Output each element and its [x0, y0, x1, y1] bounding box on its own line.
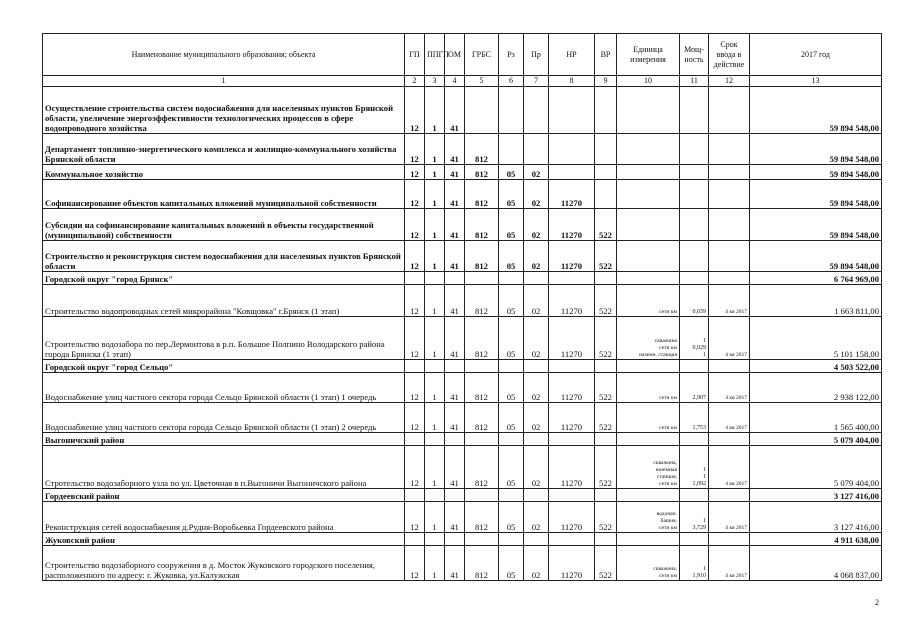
- cell-name: Стротельство водозаборного узла по ул. Цветочная в п.Выгоничи Выгоничского района: [43, 446, 405, 489]
- cell-cap: 2,907: [680, 373, 709, 403]
- cell-vr: [595, 360, 617, 373]
- cell-om: 41: [445, 317, 465, 360]
- cell-term: 4 кв 2017: [709, 403, 750, 433]
- cell-om: [445, 533, 465, 546]
- cell-grbs: [465, 489, 499, 502]
- cell-gp: 12: [405, 285, 425, 317]
- table-body: [43, 87, 882, 581]
- cell-name: Строительство и реконструкция систем водоснабжения для населенных пунктов Брянской области: [43, 241, 405, 272]
- cell-pr: 02: [524, 546, 549, 581]
- cell-vr: [595, 489, 617, 502]
- cell-om: 41: [445, 502, 465, 533]
- cell-vr: 522: [595, 209, 617, 241]
- cell-y2017: 59 894 548,00: [750, 180, 882, 209]
- cell-y2017: 1 565 400,00: [750, 403, 882, 433]
- col-number: 4: [445, 76, 465, 87]
- cell-pr: [524, 489, 549, 502]
- cell-grbs: [465, 360, 499, 373]
- col-header: ОМ: [445, 34, 465, 76]
- cell-nr: 11270: [549, 209, 595, 241]
- cell-pr: 02: [524, 285, 549, 317]
- cell-cap: [680, 134, 709, 165]
- cell-rz: 05: [499, 317, 524, 360]
- cell-name: Водоснабжение улиц частного сектора города Сельцо Брянской области (1 этап) 2 очередь: [43, 403, 405, 433]
- cell-vr: [595, 433, 617, 446]
- cell-gp: 12: [405, 446, 425, 489]
- cell-ppgp: 1: [425, 180, 445, 209]
- cell-pr: [524, 134, 549, 165]
- cell-grbs: 812: [465, 546, 499, 581]
- cell-unit: [617, 533, 680, 546]
- cell-om: 41: [445, 446, 465, 489]
- cell-nr: [549, 360, 595, 373]
- cell-ppgp: 1: [425, 209, 445, 241]
- cell-term: [709, 489, 750, 502]
- cell-pr: [524, 272, 549, 285]
- table-row: [43, 446, 882, 489]
- cell-ppgp: 1: [425, 241, 445, 272]
- cell-pr: [524, 433, 549, 446]
- cell-y2017: 59 894 548,00: [750, 134, 882, 165]
- cell-name: Департамент топливно-энергетического комплекса и жилищно-коммунального хозяйства Брянской области: [43, 134, 405, 165]
- cell-nr: [549, 272, 595, 285]
- cell-grbs: 812: [465, 317, 499, 360]
- col-number: 9: [595, 76, 617, 87]
- cell-term: [709, 272, 750, 285]
- cell-name: Строительство водопроводных сетей микрорайона "Ковщовка" г.Брянск (1 этап): [43, 285, 405, 317]
- cell-om: [445, 272, 465, 285]
- cell-y2017: 59 894 548,00: [750, 87, 882, 134]
- cell-term: [709, 134, 750, 165]
- cell-cap: [680, 241, 709, 272]
- cell-rz: [499, 360, 524, 373]
- cell-rz: 05: [499, 285, 524, 317]
- cell-rz: [499, 533, 524, 546]
- cell-grbs: 812: [465, 165, 499, 180]
- cell-om: 41: [445, 209, 465, 241]
- cell-y2017: 1 663 811,00: [750, 285, 882, 317]
- cell-gp: 12: [405, 241, 425, 272]
- cell-nr: 11270: [549, 502, 595, 533]
- cell-nr: [549, 433, 595, 446]
- cell-term: 4 кв 2017: [709, 446, 750, 489]
- col-header: Срок ввода в действие: [709, 34, 750, 76]
- table-row: [43, 489, 882, 502]
- cell-vr: 522: [595, 241, 617, 272]
- cell-gp: 12: [405, 165, 425, 180]
- cell-gp: 12: [405, 502, 425, 533]
- cell-nr: 11270: [549, 373, 595, 403]
- cell-cap: 0,659: [680, 285, 709, 317]
- cell-ppgp: 1: [425, 87, 445, 134]
- table-row: [43, 180, 882, 209]
- col-header: Единица измерения: [617, 34, 680, 76]
- cell-term: [709, 433, 750, 446]
- cell-name: Жуковский район: [43, 533, 405, 546]
- table-row: [43, 360, 882, 373]
- cell-grbs: 812: [465, 446, 499, 489]
- cell-gp: 12: [405, 87, 425, 134]
- cell-vr: 522: [595, 502, 617, 533]
- cell-y2017: 5 079 404,00: [750, 446, 882, 489]
- cell-unit: [617, 180, 680, 209]
- cell-grbs: 812: [465, 180, 499, 209]
- cell-name: Софинансирование объектов капитальных вложений муниципальной собственности: [43, 180, 405, 209]
- cell-term: 4 кв 2017: [709, 502, 750, 533]
- table-row: [43, 241, 882, 272]
- cell-gp: [405, 433, 425, 446]
- col-number: 1: [43, 76, 405, 87]
- cell-grbs: 812: [465, 403, 499, 433]
- cell-vr: [595, 533, 617, 546]
- header-row: [43, 34, 882, 76]
- cell-unit: [617, 165, 680, 180]
- cell-pr: 02: [524, 317, 549, 360]
- cell-pr: 02: [524, 165, 549, 180]
- cell-unit: [617, 134, 680, 165]
- cell-vr: 522: [595, 403, 617, 433]
- cell-unit: водонап. башня, сети км: [617, 502, 680, 533]
- cell-rz: [499, 489, 524, 502]
- cell-rz: 05: [499, 209, 524, 241]
- cell-y2017: 2 938 122,00: [750, 373, 882, 403]
- col-header: 2017 год: [750, 34, 882, 76]
- table-row: [43, 272, 882, 285]
- cell-pr: 02: [524, 241, 549, 272]
- cell-gp: 12: [405, 403, 425, 433]
- cell-ppgp: [425, 433, 445, 446]
- cell-y2017: 4 911 638,00: [750, 533, 882, 546]
- cell-unit: сети км: [617, 285, 680, 317]
- cell-term: [709, 180, 750, 209]
- col-number: 7: [524, 76, 549, 87]
- col-header: ГРБС: [465, 34, 499, 76]
- budget-table: [42, 33, 882, 581]
- cell-name: Строительство водозаборного сооружения в д. Мосток Жуковского городского поселения, расположенного по адресу: г. Жуковка, ул.Калужская: [43, 546, 405, 581]
- col-number: 6: [499, 76, 524, 87]
- cell-y2017: 59 894 548,00: [750, 241, 882, 272]
- cell-unit: скважина сети км наземн. станция: [617, 317, 680, 360]
- cell-grbs: 812: [465, 285, 499, 317]
- cell-vr: 522: [595, 285, 617, 317]
- col-number: 11: [680, 76, 709, 87]
- cell-rz: 05: [499, 165, 524, 180]
- cell-vr: [595, 87, 617, 134]
- cell-cap: 1 1,910: [680, 546, 709, 581]
- cell-om: 41: [445, 165, 465, 180]
- cell-unit: [617, 360, 680, 373]
- cell-unit: [617, 87, 680, 134]
- cell-unit: скважина, наземная станция, сети км: [617, 446, 680, 489]
- cell-rz: 05: [499, 546, 524, 581]
- cell-vr: 522: [595, 373, 617, 403]
- cell-grbs: 812: [465, 134, 499, 165]
- cell-pr: 02: [524, 180, 549, 209]
- cell-rz: [499, 433, 524, 446]
- cell-vr: 522: [595, 317, 617, 360]
- cell-y2017: 3 127 416,00: [750, 502, 882, 533]
- cell-ppgp: [425, 272, 445, 285]
- cell-nr: 11270: [549, 285, 595, 317]
- cell-om: [445, 360, 465, 373]
- cell-name: Городской округ "город Сельцо": [43, 360, 405, 373]
- cell-pr: [524, 360, 549, 373]
- cell-name: Городской округ "город Брянск": [43, 272, 405, 285]
- cell-name: Строительство водозабора по пер.Лермонтова в р.п. Большое Полпино Володарского района города Брянска (1 этап): [43, 317, 405, 360]
- col-number: 13: [750, 76, 882, 87]
- cell-y2017: 4 503 522,00: [750, 360, 882, 373]
- cell-gp: 12: [405, 180, 425, 209]
- cell-rz: [499, 272, 524, 285]
- cell-om: 41: [445, 403, 465, 433]
- table-row: [43, 317, 882, 360]
- col-header: ГП: [405, 34, 425, 76]
- table-row: [43, 87, 882, 134]
- cell-ppgp: 1: [425, 134, 445, 165]
- cell-gp: 12: [405, 134, 425, 165]
- cell-cap: [680, 360, 709, 373]
- cell-vr: [595, 272, 617, 285]
- table-row: [43, 502, 882, 533]
- cell-ppgp: 1: [425, 403, 445, 433]
- cell-gp: 12: [405, 546, 425, 581]
- cell-cap: 1 3,729: [680, 502, 709, 533]
- cell-rz: 05: [499, 373, 524, 403]
- table-row: [43, 134, 882, 165]
- cell-nr: 11270: [549, 403, 595, 433]
- cell-term: [709, 533, 750, 546]
- cell-y2017: 4 068 837,00: [750, 546, 882, 581]
- table-row: [43, 403, 882, 433]
- cell-om: [445, 489, 465, 502]
- cell-nr: 11270: [549, 317, 595, 360]
- cell-ppgp: 1: [425, 502, 445, 533]
- cell-term: [709, 209, 750, 241]
- col-number: 3: [425, 76, 445, 87]
- cell-unit: [617, 272, 680, 285]
- cell-grbs: [465, 87, 499, 134]
- cell-nr: 11270: [549, 180, 595, 209]
- cell-gp: 12: [405, 209, 425, 241]
- col-number: 2: [405, 76, 425, 87]
- cell-gp: [405, 360, 425, 373]
- cell-term: 4 кв 2017: [709, 317, 750, 360]
- cell-cap: 1 1 1,092: [680, 446, 709, 489]
- cell-term: 4 кв 2017: [709, 285, 750, 317]
- cell-cap: [680, 272, 709, 285]
- cell-grbs: [465, 533, 499, 546]
- col-header: ППГП: [425, 34, 445, 76]
- cell-pr: [524, 533, 549, 546]
- col-number: 12: [709, 76, 750, 87]
- cell-y2017: 59 894 548,00: [750, 209, 882, 241]
- cell-name: Выгоничский район: [43, 433, 405, 446]
- cell-unit: [617, 489, 680, 502]
- cell-ppgp: 1: [425, 546, 445, 581]
- cell-gp: [405, 533, 425, 546]
- cell-ppgp: 1: [425, 285, 445, 317]
- cell-name: Гордеевский район: [43, 489, 405, 502]
- cell-rz: [499, 87, 524, 134]
- cell-pr: 02: [524, 373, 549, 403]
- cell-term: 4 кв 2017: [709, 373, 750, 403]
- cell-cap: [680, 165, 709, 180]
- cell-pr: [524, 87, 549, 134]
- col-number: 5: [465, 76, 499, 87]
- cell-nr: [549, 533, 595, 546]
- cell-cap: [680, 533, 709, 546]
- column-number-row: [43, 76, 882, 87]
- col-number: 8: [549, 76, 595, 87]
- cell-term: [709, 360, 750, 373]
- cell-rz: [499, 134, 524, 165]
- cell-gp: [405, 489, 425, 502]
- cell-pr: 02: [524, 209, 549, 241]
- cell-nr: [549, 134, 595, 165]
- cell-ppgp: [425, 360, 445, 373]
- cell-unit: сети км: [617, 373, 680, 403]
- cell-term: 4 кв 2017: [709, 546, 750, 581]
- cell-name: Коммунальное хозяйство: [43, 165, 405, 180]
- cell-name: Реконструкция сетей водоснабжения д.Рудня-Воробьевка Гордеевского района: [43, 502, 405, 533]
- col-header: Пр: [524, 34, 549, 76]
- cell-rz: 05: [499, 241, 524, 272]
- cell-unit: [617, 209, 680, 241]
- table-row: [43, 285, 882, 317]
- cell-name: Осуществление строительства систем водоснабжения для населенных пунктов Брянской области, увеличение энергоэффективности технологических процессов в сфере водопроводного хозяйства: [43, 87, 405, 134]
- cell-vr: [595, 180, 617, 209]
- col-header: Рз: [499, 34, 524, 76]
- cell-cap: [680, 180, 709, 209]
- cell-gp: 12: [405, 373, 425, 403]
- cell-pr: 02: [524, 446, 549, 489]
- cell-om: 41: [445, 285, 465, 317]
- cell-rz: 05: [499, 446, 524, 489]
- cell-rz: 05: [499, 403, 524, 433]
- cell-om: 41: [445, 180, 465, 209]
- cell-vr: [595, 134, 617, 165]
- cell-ppgp: 1: [425, 373, 445, 403]
- cell-term: [709, 165, 750, 180]
- cell-nr: 11270: [549, 446, 595, 489]
- cell-om: 41: [445, 546, 465, 581]
- cell-grbs: 812: [465, 373, 499, 403]
- cell-y2017: 5 079 404,00: [750, 433, 882, 446]
- cell-unit: [617, 241, 680, 272]
- cell-rz: 05: [499, 180, 524, 209]
- cell-cap: 1 0,029 1: [680, 317, 709, 360]
- cell-unit: [617, 433, 680, 446]
- cell-om: 41: [445, 241, 465, 272]
- cell-ppgp: [425, 489, 445, 502]
- cell-name: Субсидии на софинансирование капитальных вложений в объекты государственной (муниципальной) собственности: [43, 209, 405, 241]
- cell-om: 41: [445, 87, 465, 134]
- cell-name: Водоснабжение улиц частного сектора города Сельцо Брянской области (1 этап) 1 очередь: [43, 373, 405, 403]
- cell-ppgp: 1: [425, 165, 445, 180]
- page-number: 2: [875, 598, 879, 607]
- cell-ppgp: 1: [425, 446, 445, 489]
- cell-y2017: 3 127 416,00: [750, 489, 882, 502]
- cell-gp: [405, 272, 425, 285]
- table-row: [43, 165, 882, 180]
- cell-ppgp: 1: [425, 317, 445, 360]
- cell-pr: 02: [524, 502, 549, 533]
- cell-nr: [549, 87, 595, 134]
- cell-nr: [549, 165, 595, 180]
- table-row: [43, 373, 882, 403]
- cell-cap: 1,753: [680, 403, 709, 433]
- cell-grbs: 812: [465, 241, 499, 272]
- cell-grbs: 812: [465, 209, 499, 241]
- cell-y2017: 5 101 158,00: [750, 317, 882, 360]
- cell-grbs: [465, 272, 499, 285]
- cell-om: [445, 433, 465, 446]
- cell-unit: скважина, сети км: [617, 546, 680, 581]
- cell-nr: [549, 489, 595, 502]
- table-row: [43, 546, 882, 581]
- cell-nr: 11270: [549, 241, 595, 272]
- cell-vr: 522: [595, 546, 617, 581]
- cell-ppgp: [425, 533, 445, 546]
- col-header: Мощ-ность: [680, 34, 709, 76]
- cell-om: 41: [445, 373, 465, 403]
- col-number: 10: [617, 76, 680, 87]
- cell-unit: сети км: [617, 403, 680, 433]
- cell-vr: [595, 165, 617, 180]
- cell-term: [709, 87, 750, 134]
- cell-cap: [680, 489, 709, 502]
- cell-nr: 11270: [549, 546, 595, 581]
- table-row: [43, 209, 882, 241]
- cell-y2017: 59 894 548,00: [750, 165, 882, 180]
- col-header: НР: [549, 34, 595, 76]
- cell-cap: [680, 209, 709, 241]
- cell-pr: 02: [524, 403, 549, 433]
- col-header: ВР: [595, 34, 617, 76]
- cell-grbs: 812: [465, 502, 499, 533]
- cell-gp: 12: [405, 317, 425, 360]
- cell-cap: [680, 87, 709, 134]
- cell-term: [709, 241, 750, 272]
- cell-grbs: [465, 433, 499, 446]
- cell-rz: 05: [499, 502, 524, 533]
- cell-y2017: 6 764 969,00: [750, 272, 882, 285]
- table-row: [43, 533, 882, 546]
- cell-vr: 522: [595, 446, 617, 489]
- cell-om: 41: [445, 134, 465, 165]
- col-header: Наименование муниципального образования; объекта: [43, 34, 405, 76]
- table-row: [43, 433, 882, 446]
- cell-cap: [680, 433, 709, 446]
